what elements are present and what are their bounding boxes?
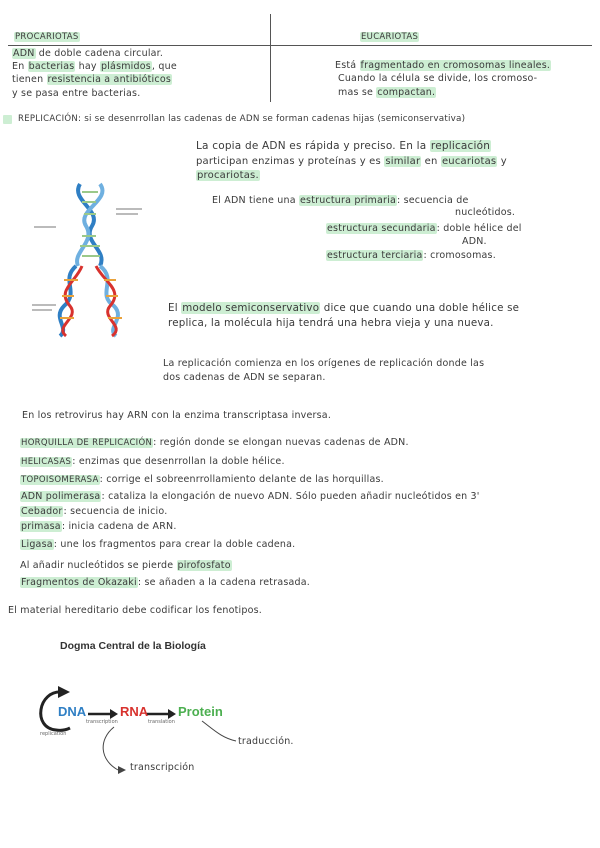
ligasa-line: Ligasa: une los fragmentos para crear la doble cadena. bbox=[21, 539, 296, 550]
estructura-secundaria-cont: ADN. bbox=[462, 236, 487, 247]
traduccion-annotation: traducción. bbox=[238, 736, 294, 747]
copia-line-2: participan enzimas y proteínas y es similar en eucariotas y bbox=[196, 156, 507, 167]
modelo-line-1: El modelo semiconservativo dice que cuando una doble hélice se bbox=[168, 302, 520, 314]
procariotas-line-4: y se pasa entre bacterias. bbox=[12, 88, 141, 99]
eucariotas-line-1: Está fragmentado en cromosomas lineales. bbox=[335, 60, 551, 71]
transcripcion-annotation: transcripción bbox=[130, 762, 195, 773]
procariotas-line-2: En bacterias hay plásmidos, que bbox=[12, 61, 177, 72]
helicasas-line: HELICASAS: enzimas que desenrrollan la doble hélice. bbox=[21, 456, 285, 467]
procariotas-line-1: ADN de doble cadena circular. bbox=[13, 48, 164, 59]
transcription-caption: transcription bbox=[86, 719, 118, 725]
dna-label: DNA bbox=[58, 704, 87, 719]
retrovirus-line: En los retrovirus hay ARN con la enzima transcriptasa inversa. bbox=[22, 410, 332, 421]
estructura-intro: El ADN tiene una estructura primaria: secuencia de bbox=[212, 195, 469, 206]
transcripcion-arrowhead bbox=[118, 766, 126, 774]
translation-caption: translation bbox=[148, 719, 175, 725]
eucariotas-line-2: Cuando la célula se divide, los cromoso- bbox=[338, 73, 538, 84]
cebador-line: Cebador: secuencia de inicio. bbox=[21, 506, 168, 517]
rna-label: RNA bbox=[120, 704, 149, 719]
horquilla-line: HORQUILLA DE REPLICACIÓN: región donde se elongan nuevas cadenas de ADN. bbox=[21, 437, 409, 448]
origen-line-1: La replicación comienza en los orígenes de replicación donde las bbox=[163, 358, 485, 369]
header-procariotas: PROCARIOTAS bbox=[15, 32, 79, 42]
origen-line-2: dos cadenas de ADN se separan. bbox=[163, 372, 326, 383]
topoisomerasa-line: TOPOISOMERASA: corrige el sobreenrrollamiento delante de las horquillas. bbox=[21, 474, 384, 485]
protein-label: Protein bbox=[178, 704, 223, 719]
dogma-title: Dogma Central de la Biología bbox=[60, 640, 206, 652]
pirofosfato-line: Al añadir nucleótidos se pierde pirofosfato bbox=[20, 560, 231, 571]
transcripcion-pointer bbox=[103, 727, 118, 770]
copia-line-1: La copia de ADN es rápida y preciso. En la replicación bbox=[196, 140, 491, 152]
replication-caption: replication bbox=[40, 731, 67, 737]
traduccion-pointer bbox=[202, 721, 236, 741]
estructura-secundaria: estructura secundaria: doble hélice del bbox=[327, 223, 522, 234]
estructura-primaria-cont: nucleótidos. bbox=[455, 207, 516, 218]
replicacion-definition: REPLICACIÓN: si se desenrrollan las cadenas de ADN se forman cadenas hijas (semiconservativa) bbox=[18, 114, 466, 124]
header-eucariotas: EUCARIOTAS bbox=[361, 32, 419, 42]
eucariotas-line-3: mas se compactan. bbox=[338, 87, 436, 98]
procariotas-line-3: tienen resistencia a antibióticos bbox=[12, 74, 171, 85]
primasa-line: primasa: inicia cadena de ARN. bbox=[21, 521, 177, 532]
copia-line-3: procariotas. bbox=[197, 170, 259, 181]
material-hereditario-line: El material hereditario debe codificar los fenotipos. bbox=[8, 605, 262, 616]
okazaki-line: Fragmentos de Okazaki: se añaden a la cadena retrasada. bbox=[21, 577, 310, 588]
adn-polimerasa-line: ADN polimerasa: cataliza la elongación de nuevo ADN. Sólo pueden añadir nucleótidos en 3' bbox=[21, 491, 480, 502]
estructura-terciaria: estructura terciaria: cromosomas. bbox=[327, 250, 496, 261]
modelo-line-2: replica, la molécula hija tendrá una hebra vieja y una nueva. bbox=[168, 317, 494, 329]
